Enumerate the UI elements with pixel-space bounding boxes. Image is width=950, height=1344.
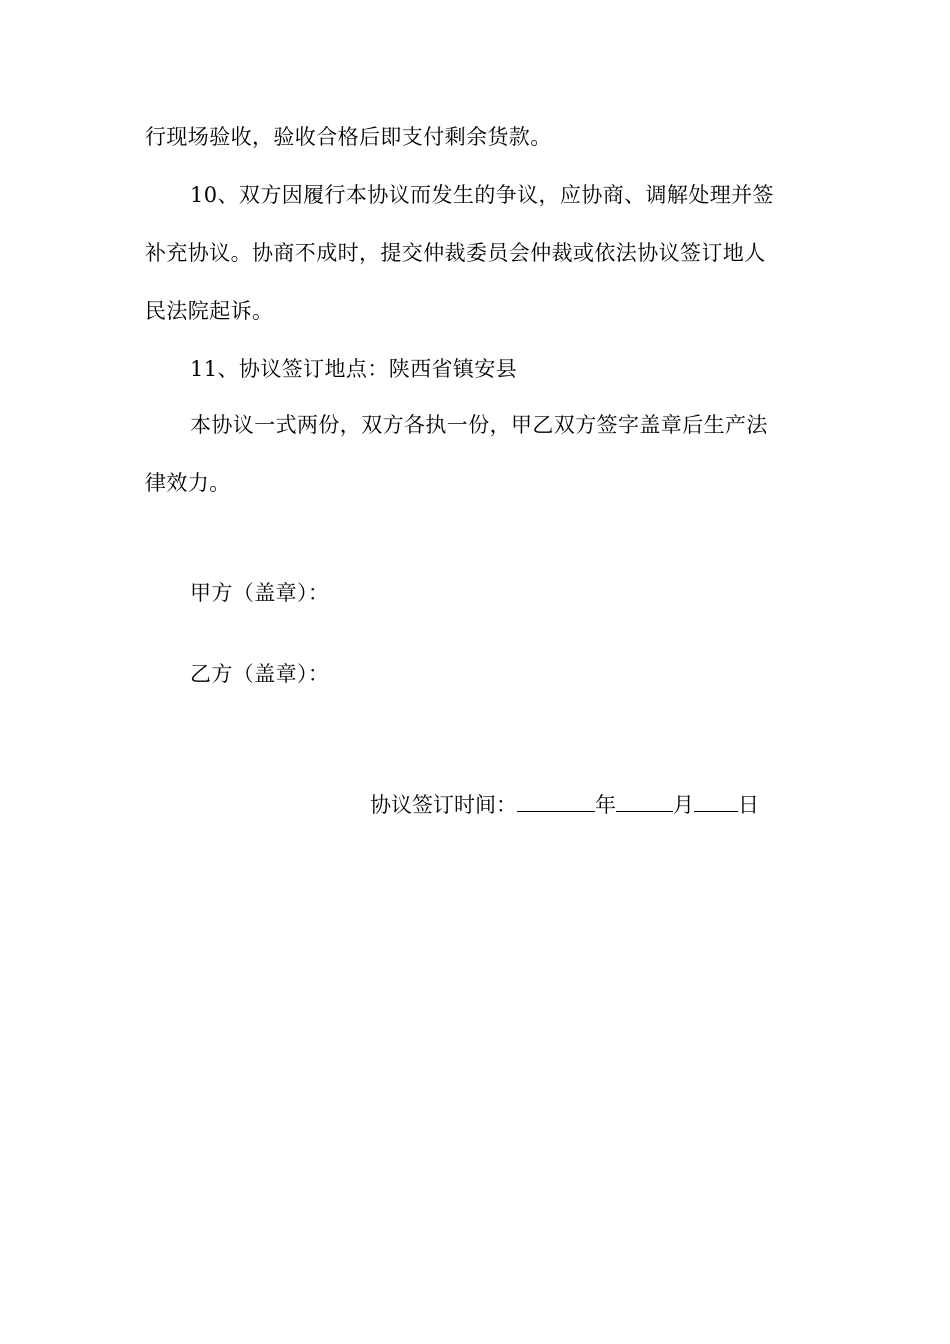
year-blank bbox=[517, 789, 595, 812]
clause-10-line-3: 民法院起诉。 bbox=[145, 299, 274, 323]
clause-11-signing-place: 11、协议签订地点：陕西省镇安县 bbox=[190, 357, 518, 381]
clause-10-line-2: 补充协议。协商不成时，提交仲裁委员会仲裁或依法协议签订地人 bbox=[145, 241, 766, 265]
party-b-seal-label: 乙方（盖章）： bbox=[190, 662, 330, 686]
month-label: 月 bbox=[673, 793, 694, 817]
year-label: 年 bbox=[595, 793, 616, 817]
clause-10-line-1: 10、双方因履行本协议而发生的争议，应协商、调解处理并签 bbox=[190, 183, 774, 207]
signing-date-label: 协议签订时间： bbox=[370, 793, 517, 817]
party-a-seal-label: 甲方（盖章）： bbox=[190, 581, 330, 605]
paragraph-acceptance-tail: 行现场验收，验收合格后即支付剩余货款。 bbox=[145, 125, 552, 149]
copies-clause-line-1: 本协议一式两份，双方各执一份，甲乙双方签字盖章后生产法 bbox=[190, 413, 768, 437]
month-blank bbox=[616, 789, 673, 812]
signing-date-row bbox=[370, 789, 759, 820]
copies-clause-line-2: 律效力。 bbox=[145, 471, 231, 495]
day-label: 日 bbox=[738, 793, 759, 817]
day-blank bbox=[694, 789, 738, 812]
